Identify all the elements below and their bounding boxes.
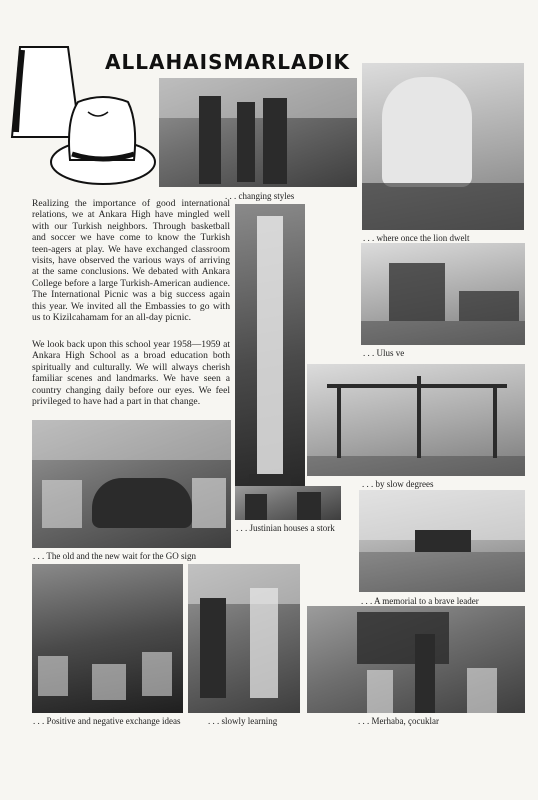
caption-changing-styles: . . . changing styles xyxy=(225,191,295,201)
audience-photo xyxy=(32,564,183,713)
paragraph-1: Realizing the importance of good international relations, we at Ankara High have mingled well with our Turkish neighbors. Through basketball and soccer we have come to know the Turkish teen-agers at play. We have exchanged classroom visits, have observed the various ways of arriving at the same conclusions. We debated with Ankara College before a large Turkish-American audience. The International Picnic was a big success again this year. We invited all the Embassies to go with us to Kizilcahamam for an all-day picnic. xyxy=(32,198,230,324)
caption-slowly-learning: . . . slowly learning xyxy=(208,716,278,726)
lion-statue-photo xyxy=(362,63,524,230)
caption-slow-degrees: . . . by slow degrees xyxy=(362,479,434,489)
ulus-buildings-photo xyxy=(361,243,525,345)
classroom-photo xyxy=(307,606,525,713)
caption-merhaba: . . . Merhaba, çocuklar xyxy=(358,716,439,726)
construction-photo xyxy=(307,364,525,476)
caption-justinian: . . . Justinian houses a stork xyxy=(236,523,335,533)
paragraph-2: We look back upon this school year 1958—1959 at Ankara High School as a broad education both spiritually and culturally. We will always cherish familiar scenes and landmarks. We have seen a country changing daily before our eyes. We feel privileged to have had a part in that change. xyxy=(32,339,230,408)
street-styles-photo xyxy=(159,78,357,187)
closing-paragraph xyxy=(32,339,230,407)
caption-positive-negative: . . . Positive and negative exchange ideas xyxy=(33,716,181,726)
page-title: ALLAHAISMARLADIK xyxy=(105,50,351,74)
caption-memorial: . . . A memorial to a brave leader xyxy=(361,596,479,606)
soccer-photo xyxy=(188,564,300,713)
car-and-cart-photo xyxy=(32,420,231,548)
caption-old-new: . . . The old and the new wait for the GO sign xyxy=(33,551,197,561)
people-by-column-photo xyxy=(235,486,341,520)
caption-lion: . . . where once the lion dwelt xyxy=(363,233,470,243)
memorial-photo xyxy=(359,490,525,592)
column-stork-photo xyxy=(235,204,305,520)
caption-ulus: . . . Ulus ve xyxy=(363,348,405,358)
intro-paragraph xyxy=(32,198,230,323)
